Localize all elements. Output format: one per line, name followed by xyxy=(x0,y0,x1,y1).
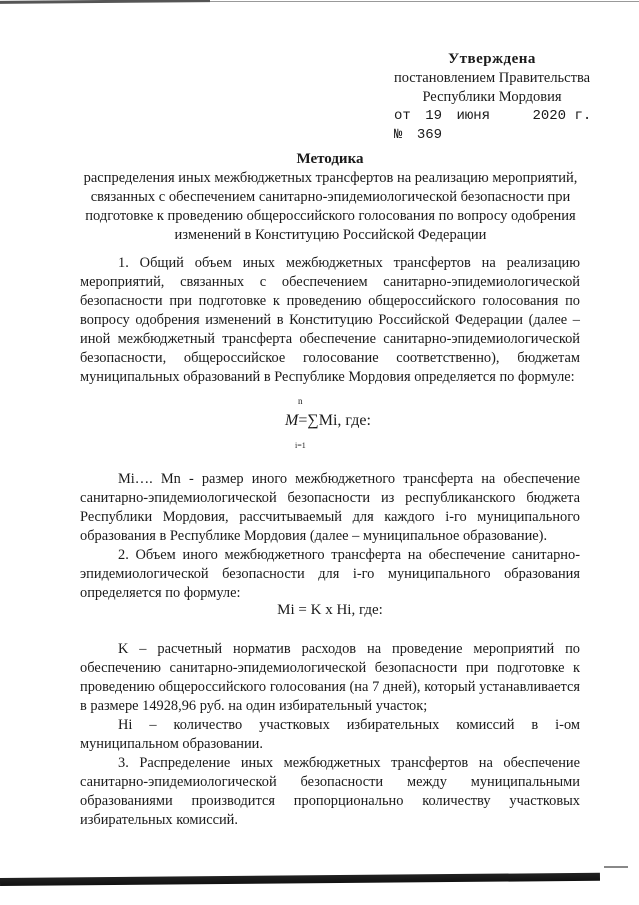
paragraph-1-text: 1. Общий объем иных межбюджетных трансфертов на реализацию мероприятий, связанных с обеспечением санитарно-эпидемиологической безопасности при подготовке к проведению общероссийского голосования по вопросу одобрения изменений в Конституцию Российской Федерации (далее – иной межбюджетный трансферта обеспечение санитарно-эпидемиологической безопасности, общероссийское голосование соответственно), бюджетам муниципальных образований в Республике Мордовия определяется по формуле: xyxy=(80,255,580,385)
paragraph-1b xyxy=(80,470,580,603)
document-number: 369 xyxy=(416,127,443,143)
scan-edge-top-line xyxy=(210,1,639,2)
paragraph-1 xyxy=(80,254,580,387)
paragraph-2b xyxy=(80,640,580,830)
date-year: 2020 г. xyxy=(532,108,592,124)
paragraph-2b-text: K – расчетный норматив расходов на проведение мероприятий по обеспечению санитарно-эпидемиологической безопасности при подготовке к проведению общероссийского голосования (на 7 дней), который устанавливается в размере 14928,96 руб. на один избирательный участок; xyxy=(80,641,580,714)
formula-1-expression xyxy=(285,412,371,430)
date-prefix: от xyxy=(394,108,411,124)
formula-1-variable: M xyxy=(285,412,299,429)
document-subtitle: распределения иных межбюджетных трансфертов на реализацию мероприятий, связанных с обеспечением санитарно-эпидемиологической безопасности при подготовке к проведению общероссийского голосования по вопросу одобрения изменений в Конституцию Российской Федерации xyxy=(83,170,578,243)
number-sign: № xyxy=(394,127,403,143)
approval-heading: Утверждена xyxy=(448,51,536,67)
paragraph-2-text: 2. Объем иного межбюджетного трансферта на обеспечение санитарно-эпидемиологической безопасности для i-го муниципального образования определяется по формуле: xyxy=(80,547,580,601)
scan-mark xyxy=(604,866,628,868)
paragraph-1b-text: Mi…. Mn - размер иного межбюджетного трансферта на обеспечение санитарно-эпидемиологической безопасности из республиканского бюджета Республики Мордовия, рассчитываемый для каждого i-го муниципального образования в Республике Мордовия (далее – муниципальное образование). xyxy=(80,471,580,544)
paragraph-2c-text: Hi – количество участковых избирательных комиссий в i-ом муниципальном образовании. xyxy=(80,717,580,752)
approval-stamp xyxy=(372,50,612,145)
formula-1-lower-limit: i=1 xyxy=(295,441,306,450)
formula-1-upper-limit: n xyxy=(298,396,303,406)
document-title: Методика xyxy=(296,151,364,167)
scan-edge-top xyxy=(0,0,210,4)
formula-1-sum: =∑Mi, где: xyxy=(298,412,371,429)
scan-edge-bottom xyxy=(0,873,600,886)
formula-2: Mi = K x Hi, где: xyxy=(277,602,383,618)
paragraph-3-text: 3. Распределение иных межбюджетных трансфертов на обеспечение санитарно-эпидемиологической безопасности между муниципальными образованиями производится пропорционально количеству участковых избирательных комиссий. xyxy=(80,755,580,828)
approval-line-1: постановлением Правительства xyxy=(393,70,591,86)
formula-1 xyxy=(285,396,425,456)
date-day: 19 xyxy=(425,108,443,124)
approval-date xyxy=(372,107,612,145)
date-month: июня xyxy=(456,108,491,124)
approval-line-2: Республики Мордовия xyxy=(422,89,562,105)
